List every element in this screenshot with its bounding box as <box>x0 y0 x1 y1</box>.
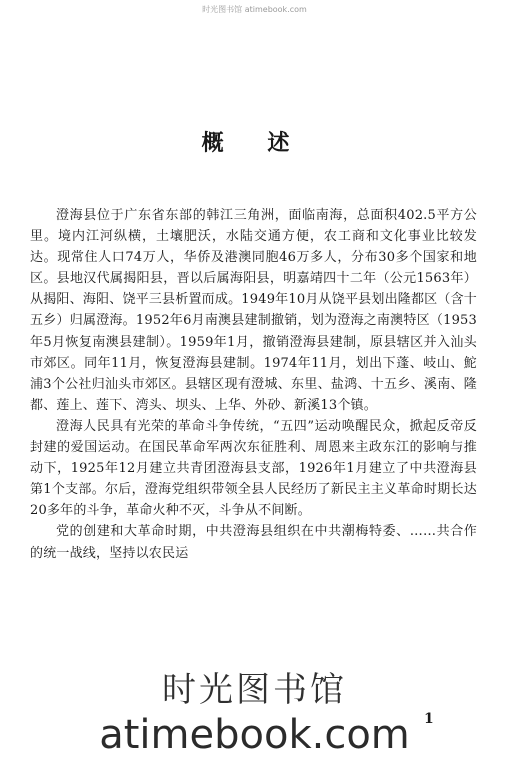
body-text <box>30 205 477 564</box>
watermark-site-url: atimebook.com <box>99 712 410 758</box>
chapter-title: 概 述 <box>201 131 308 156</box>
paragraph-party-founding: 党的创建和大革命时期，中共澄海县组织在中共潮梅特委、……共合作的统一战线，坚持以农民运 <box>30 524 477 561</box>
paragraph-revolution: 澄海人民具有光荣的革命斗争传统，“五四”运动唤醒民众，掀起反帝反封建的爱国运动。在国民革命军两次东征胜利、周恩来主政东江的影响与推动下，1925年12月建立共青团澄海县支部，1926年1月建立了中共澄海县第1个支部。尔后，澄海党组织带领全县人民经历了新民主主义革命时期长达20多年的斗争，革命火种不灭，斗争从不间断。 <box>30 418 477 519</box>
header-watermark: 时光图书馆 atimebook.com <box>202 5 307 14</box>
paragraph-overview: 澄海县位于广东省东部的韩江三角洲，面临南海，总面积402.5平方公里。境内江河纵横，土壤肥沃，水陆交通方便，农工商和文化事业比较发达。现常住人口74万人，华侨及港澳同胞46万多人，分布30多个国家和地区。县地汉代属揭阳县，晋以后属海阳县，明嘉靖四十二年（公元1563年）从揭阳、海阳、饶平三县析置而成。1949年10月从饶平县划出隆都区（含十五乡）归属澄海。1952年6月南澳县建制撤销，划为澄海之南澳特区（1953年5月恢复南澳县建制）。1959年1月，撤销澄海县建制，原县辖区并入汕头市郊区。同年11月，恢复澄海县建制。1974年11月，划出下蓬、岐山、鮀浦3个公社归汕头市郊区。县辖区现有澄城、东里、盐鸿、十五乡、溪南、隆都、莲上、莲下、湾头、坝头、上华、外砂、新溪13个镇。 <box>30 208 477 413</box>
page-number: 1 <box>424 711 434 727</box>
watermark-library-name: 时光图书馆 <box>162 670 347 710</box>
